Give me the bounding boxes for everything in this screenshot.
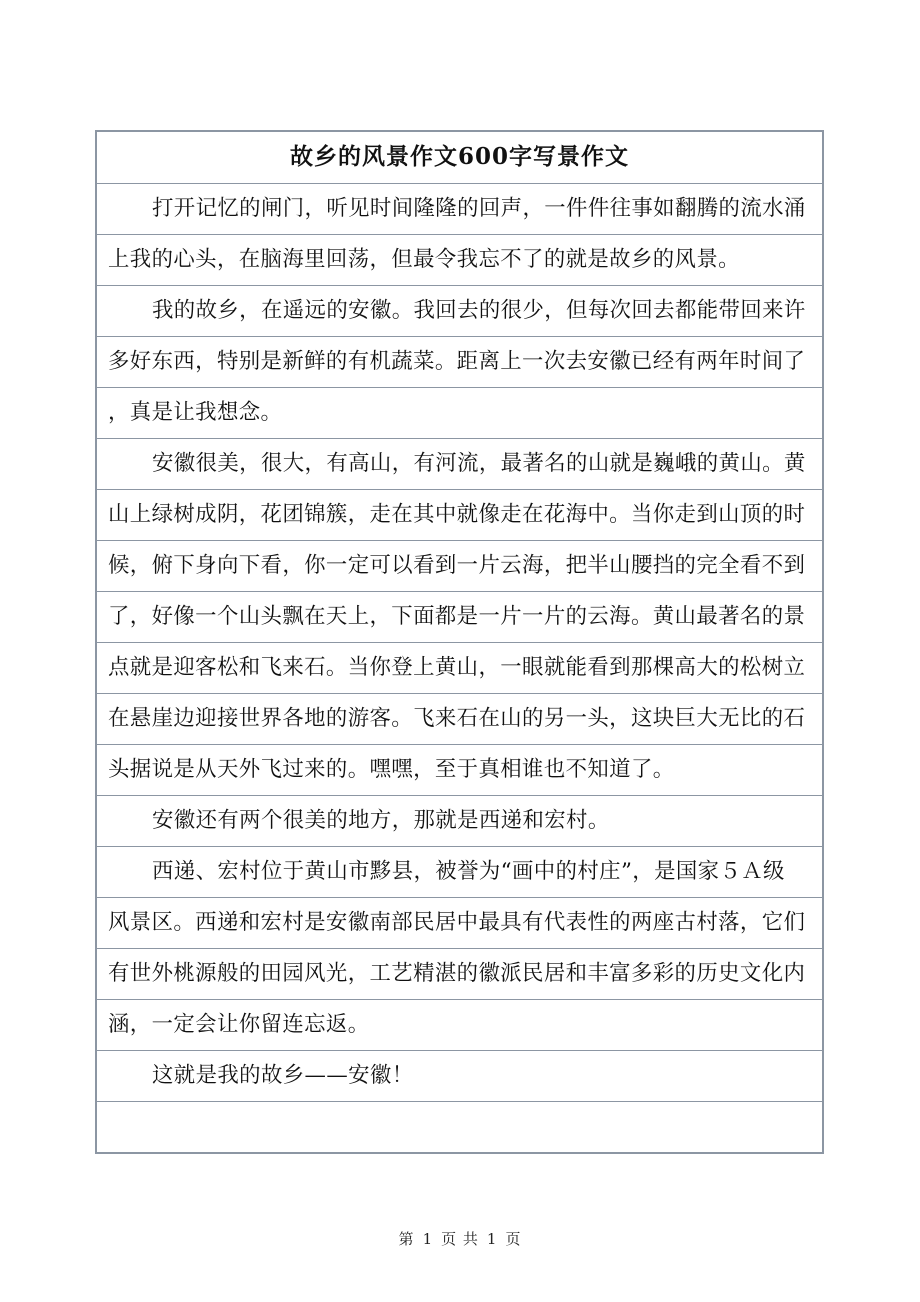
footer-page-total: 1 (486, 1230, 498, 1248)
footer-suffix: 页 (505, 1230, 522, 1248)
text-line-14: 西递、宏村位于黄山市黟县，被誉为“画中的村庄”，是国家５Ａ级 (97, 846, 822, 897)
page-footer (0, 1228, 920, 1249)
text-line-10: 点就是迎客松和飞来石。当你登上黄山，一眼就能看到那棵高大的松树立 (97, 642, 822, 693)
text-line-12: 头据说是从天外飞过来的。嘿嘿，至于真相谁也不知道了。 (97, 744, 822, 795)
text-line-11: 在悬崖边迎接世界各地的游客。飞来石在山的另一头，这块巨大无比的石 (97, 693, 822, 744)
text-line-8: 候，俯下身向下看，你一定可以看到一片云海，把半山腰挡的完全看不到 (97, 540, 822, 591)
text-line-17: 涵，一定会让你留连忘返。 (97, 999, 822, 1050)
text-line-6: 安徽很美，很大，有高山，有河流，最著名的山就是巍峨的黄山。黄 (97, 438, 822, 489)
text-line-18: 这就是我的故乡——安徽！ (97, 1050, 822, 1101)
empty-line (97, 1101, 822, 1152)
text-line-3: 我的故乡，在遥远的安徽。我回去的很少，但每次回去都能带回来许 (97, 285, 822, 336)
text-line-4: 多好东西，特别是新鲜的有机蔬菜。距离上一次去安徽已经有两年时间了 (97, 336, 822, 387)
text-line-7: 山上绿树成阴，花团锦簇，走在其中就像走在花海中。当你走到山顶的时 (97, 489, 822, 540)
footer-page-number: 1 (422, 1230, 434, 1248)
page-title: 故乡的风景作文600字写景作文 (289, 143, 629, 170)
essay-table (95, 130, 824, 1154)
text-line-9: 了，好像一个山头飘在天上，下面都是一片一片的云海。黄山最著名的景 (97, 591, 822, 642)
text-line-16: 有世外桃源般的田园风光，工艺精湛的徽派民居和丰富多彩的历史文化内 (97, 948, 822, 999)
text-line-5: ，真是让我想念。 (97, 387, 822, 438)
text-line-1: 打开记忆的闸门，听见时间隆隆的回声，一件件往事如翻腾的流水涌 (97, 183, 822, 234)
text-line-2: 上我的心头，在脑海里回荡，但最令我忘不了的就是故乡的风景。 (97, 234, 822, 285)
footer-mid: 页 共 (441, 1230, 479, 1248)
text-line-15: 风景区。西递和宏村是安徽南部民居中最具有代表性的两座古村落，它们 (97, 897, 822, 948)
text-line-13: 安徽还有两个很美的地方，那就是西递和宏村。 (97, 795, 822, 846)
footer-prefix: 第 (398, 1230, 415, 1248)
